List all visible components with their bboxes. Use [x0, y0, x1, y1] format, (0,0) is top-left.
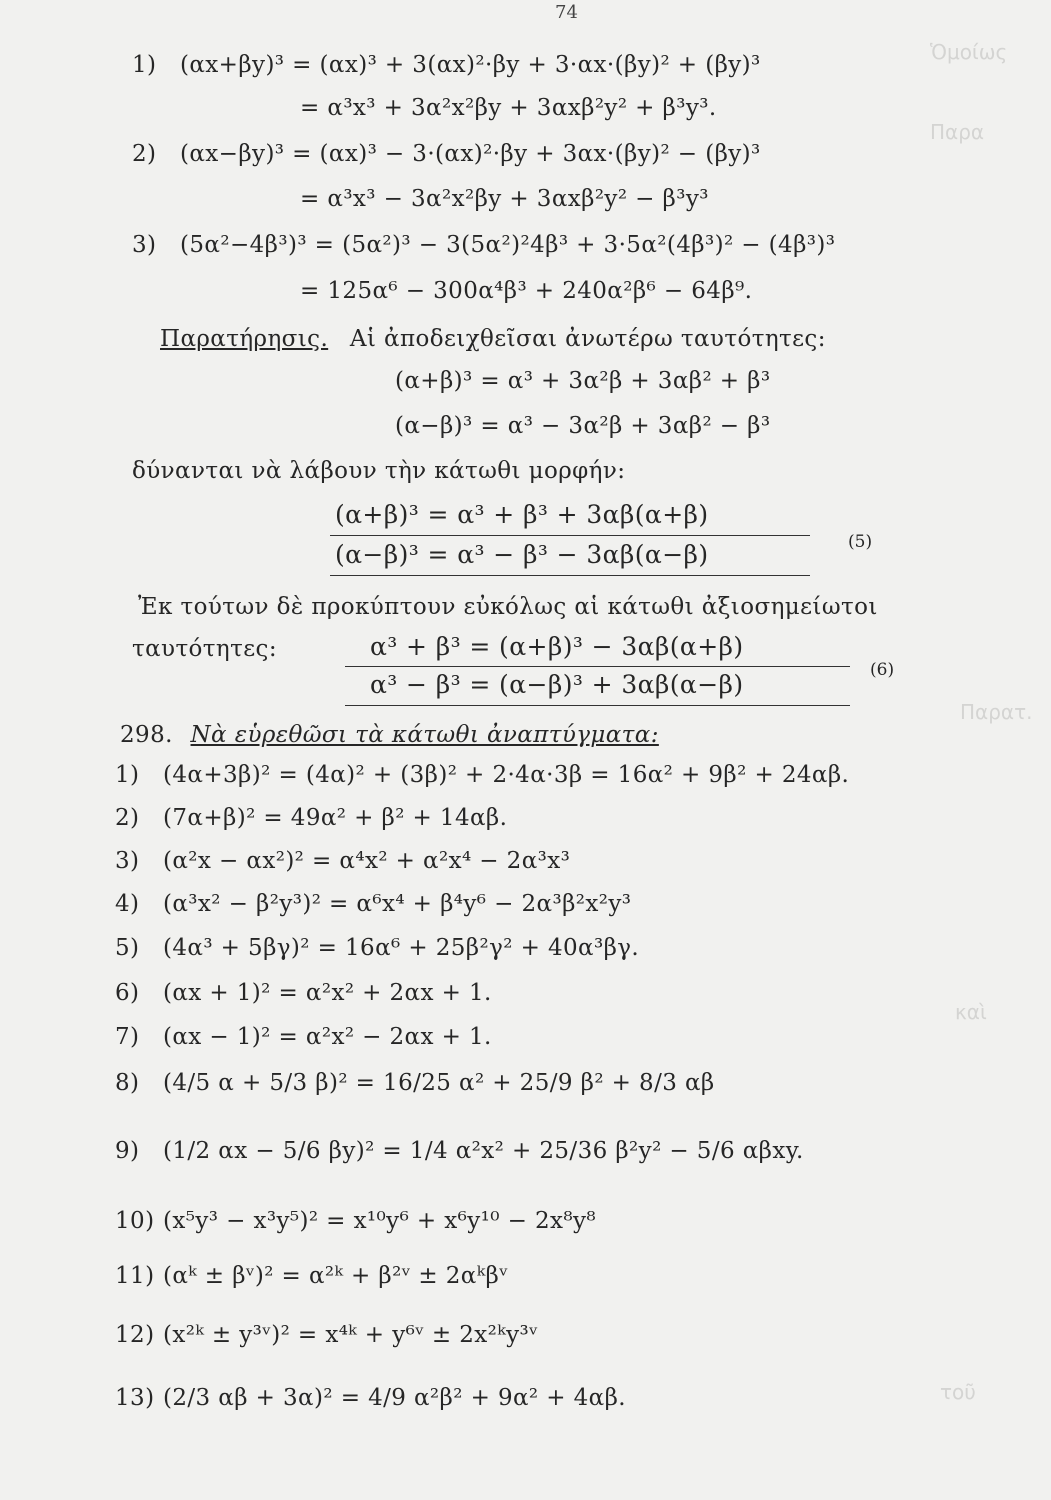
- exercise-item: [115, 935, 639, 961]
- remark-intro: Αἱ ἀποδειχθεῖσαι ἀνωτέρω ταυτότητες:: [349, 326, 826, 352]
- item-label: 11): [115, 1263, 155, 1289]
- boxed-identity-6b: α³ − β³ = (α−β)³ + 3αβ(α−β): [370, 670, 744, 699]
- item-text: (αx − 1)² = α²x² − 2αx + 1.: [163, 1024, 492, 1050]
- equation-3-cont: [300, 278, 752, 304]
- equation-text: = 125α⁶ − 300α⁴β³ + 240α²β⁶ − 64β⁹.: [300, 278, 753, 304]
- divider: [345, 705, 850, 706]
- item-label: 5): [115, 935, 140, 961]
- item-text: (4α+3β)² = (4α)² + (3β)² + 2·4α·3β = 16α² + 9β² + 24αβ.: [163, 762, 850, 788]
- exercise-number: 298.: [120, 722, 173, 748]
- item-label: 12): [115, 1322, 155, 1348]
- identity-plus: (α+β)³ = α³ + 3α²β + 3αβ² + β³: [395, 368, 771, 394]
- item-text: (αᵏ ± βᵛ)² = α²ᵏ + β²ᵛ ± 2αᵏβᵛ: [163, 1263, 509, 1289]
- document-page: 74 Ὁμοίως Παρα Παρατ. καὶ τοῦ 1) (αx+βy)³ = (αx)³ + 3(αx)²·βy + 3·αx·(βy)² + (βy)³ = α³x³ + 3α²x²βy + 3αxβ²y² + β³y³. 2) (αx−βy)³ = (αx)³ − 3·(αx)²·βy + 3αx·(βy)² − (βy)³ = α³x³ − 3α²x²βy + 3αxβ²y² − β³y³ 3) (5α²−4β³)³ = (5α²)³ − 3(5α²)²4β³ + 3·5α²(4β³)² − (4β³)³ = 125α⁶ − 300α⁴β³ + 240α²β⁶ − 64β⁹. Παρατήρησις. Αἱ ἀποδειχθεῖσαι ἀνωτέρω ταυτότητες: (α+β)³ = α³ + 3α²β + 3αβ² + β³ (α−β)³ = α³ − 3α²β + 3αβ² − β³ δύνανται νὰ λάβουν τὴν κάτωθι μορφήν: (α+β)³ = α³ + β³ + 3αβ(α+β) (α−β)³ = α³ − β³ − 3αβ(α−β) (5) Ἐκ τούτων δὲ προκύπτουν εὐκόλως αἱ κάτωθι ἀξιοσημείωτοι ταυτότητες: α³ + β³ = (α+β)³ − 3αβ(α+β) α³ − β³ = (α−β)³ + 3αβ(α−β) (6) 298. Νὰ εὑρεθῶσι τὰ κάτωθι ἀναπτύγματα: 1) (4α+3β)² = (4α)² + (3β)² + 2·4α·3β = 16α² + 9β² + 24αβ. 2) (7α+β)² = 49α² + β² + 14αβ. 3) (α²x − αx²)² = α⁴x² + α²x⁴ − 2α³x³ 4) (α³x² − β²y³)² = α⁶x⁴ + β⁴y⁶ − 2α³β²x²y³ 5) (4α³ + 5βγ)² = 16α⁶ + 25β²γ² + 40α³βγ. 6) (αx + 1)² = α²x² + 2αx + 1. 7) (αx − 1)² = α²x² − 2αx + 1. 8) (4/5 α + 5/3 β)² = 16/25 α² + 25/9 β² + 8/3 αβ 9) (1/2 αx − 5/6 βy)² = 1/4 α²x² + 25/36 β²y² − 5/6 αβxy. 10) (x⁵y³ − x³y⁵)² = x¹⁰y⁶ + x⁶y¹⁰ − 2x⁸y⁸ 11) (αᵏ ± βᵛ)² = α²ᵏ + β²ᵛ ± 2αᵏβᵛ 12) (x²ᵏ ± y³ᵛ)² = x⁴ᵏ + y⁶ᵛ ± 2x²ᵏy³ᵛ 13) (2/3 αβ + 3α)² = 4/9 α²β² + 9α² + 4αβ.: [115, 2, 1033, 1411]
- divider: [330, 575, 810, 576]
- item-label: 9): [115, 1138, 140, 1164]
- remark-from-text: Ἐκ τούτων δὲ προκύπτουν εὐκόλως αἱ κάτωθι ἀξιοσημείωτοι: [138, 594, 878, 620]
- exercise-item: [115, 1322, 538, 1348]
- exercise-item: [115, 1208, 596, 1234]
- equation-3: [132, 232, 835, 258]
- exercise-item: [115, 762, 849, 788]
- exercise-item: [115, 1263, 508, 1289]
- divider: [345, 666, 850, 667]
- equation-text: (αx−βy)³ = (αx)³ − 3·(αx)²·βy + 3αx·(βy)² − (βy)³: [180, 141, 761, 167]
- item-label: 7): [115, 1024, 140, 1050]
- remark-title: Παρατήρησις.: [160, 326, 329, 352]
- exercise-title: Νὰ εὑρεθῶσι τὰ κάτωθι ἀναπτύγματα:: [190, 722, 659, 748]
- equation-text: = α³x³ − 3α²x²βy + 3αxβ²y² − β³y³: [300, 186, 709, 212]
- equation-tag-5: (5): [848, 532, 873, 552]
- identity-minus: (α−β)³ = α³ − 3α²β + 3αβ² − β³: [395, 413, 771, 439]
- item-label: 3): [115, 848, 140, 874]
- item-label: 4): [115, 891, 140, 917]
- exercise-item: [115, 848, 570, 874]
- exercise-item: [115, 805, 507, 831]
- item-text: (4/5 α + 5/3 β)² = 16/25 α² + 25/9 β² + 8/3 αβ: [163, 1070, 715, 1096]
- equation-text: = α³x³ + 3α²x²βy + 3αxβ²y² + β³y³.: [300, 95, 717, 121]
- item-text: (7α+β)² = 49α² + β² + 14αβ.: [163, 805, 508, 831]
- equation-1-cont: [300, 95, 717, 121]
- equation-tag-6: (6): [870, 660, 895, 680]
- exercise-item: [115, 891, 631, 917]
- item-label: 6): [115, 980, 140, 1006]
- equation-2: [132, 141, 761, 167]
- equation-text: (αx+βy)³ = (αx)³ + 3(αx)²·βy + 3·αx·(βy)² + (βy)³: [180, 52, 761, 78]
- equation-label: 2): [132, 141, 157, 167]
- boxed-identity-6a: α³ + β³ = (α+β)³ − 3αβ(α+β): [370, 632, 744, 661]
- boxed-identity-5a: (α+β)³ = α³ + β³ + 3αβ(α+β): [335, 500, 709, 529]
- equation-text: (5α²−4β³)³ = (5α²)³ − 3(5α²)²4β³ + 3·5α²(4β³)² − (4β³)³: [180, 232, 836, 258]
- item-label: 13): [115, 1385, 155, 1411]
- exercise-item: [115, 1138, 804, 1164]
- remark-mid-text: δύνανται νὰ λάβουν τὴν κάτωθι μορφήν:: [132, 458, 626, 484]
- item-label: 8): [115, 1070, 140, 1096]
- equation-1: [132, 52, 761, 78]
- exercise-item: [115, 1385, 626, 1411]
- item-text: (4α³ + 5βγ)² = 16α⁶ + 25β²γ² + 40α³βγ.: [163, 935, 640, 961]
- item-text: (αx + 1)² = α²x² + 2αx + 1.: [163, 980, 492, 1006]
- identities-label: ταυτότητες:: [132, 636, 277, 662]
- equation-label: 3): [132, 232, 157, 258]
- divider: [330, 535, 810, 536]
- page-number: 74: [555, 2, 578, 23]
- item-text: (x⁵y³ − x³y⁵)² = x¹⁰y⁶ + x⁶y¹⁰ − 2x⁸y⁸: [163, 1208, 597, 1234]
- boxed-identity-5b: (α−β)³ = α³ − β³ − 3αβ(α−β): [335, 540, 709, 569]
- exercise-item: [115, 1024, 492, 1050]
- item-text: (x²ᵏ ± y³ᵛ)² = x⁴ᵏ + y⁶ᵛ ± 2x²ᵏy³ᵛ: [163, 1322, 539, 1348]
- item-label: 2): [115, 805, 140, 831]
- exercise-heading: [120, 722, 659, 748]
- item-text: (α²x − αx²)² = α⁴x² + α²x⁴ − 2α³x³: [163, 848, 571, 874]
- remark-line: [160, 326, 826, 352]
- equation-label: 1): [132, 52, 157, 78]
- item-label: 10): [115, 1208, 155, 1234]
- item-text: (2/3 αβ + 3α)² = 4/9 α²β² + 9α² + 4αβ.: [163, 1385, 627, 1411]
- item-label: 1): [115, 762, 140, 788]
- equation-2-cont: [300, 186, 709, 212]
- exercise-item: [115, 1070, 715, 1096]
- item-text: (1/2 αx − 5/6 βy)² = 1/4 α²x² + 25/36 β²y² − 5/6 αβxy.: [163, 1138, 804, 1164]
- item-text: (α³x² − β²y³)² = α⁶x⁴ + β⁴y⁶ − 2α³β²x²y³: [163, 891, 632, 917]
- exercise-item: [115, 980, 492, 1006]
